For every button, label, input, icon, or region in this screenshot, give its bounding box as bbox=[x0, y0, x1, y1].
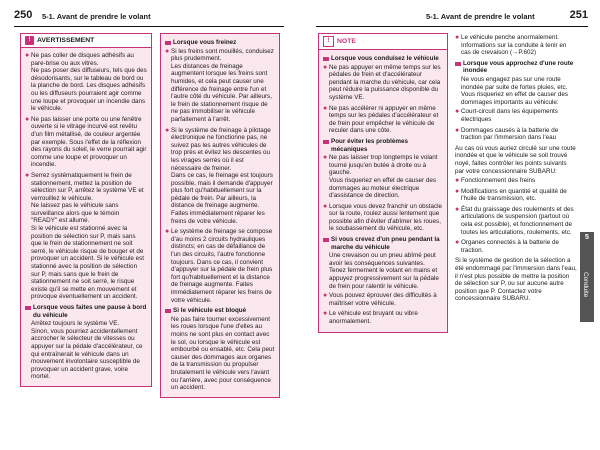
square-bullet-icon bbox=[165, 41, 171, 45]
warning-column bbox=[20, 33, 152, 387]
bullet-icon: ● bbox=[323, 63, 328, 71]
bullet-icon: ● bbox=[455, 205, 460, 213]
bullet-icon: ● bbox=[455, 108, 460, 116]
list-item: ● Ne pas appuyer en même temps sur les pédales de frein et d'accélérateur pendant la marche du véhicule, car cela peut réduire la puissance disponible du système VE. bbox=[323, 63, 441, 101]
chapter-tab[interactable] bbox=[580, 232, 594, 322]
paragraph: Ne pas faire tourner excessivement les roues lorsque l'une d'elles au moins ne sont plus en contact avec le sol, ou lorsque le véhicule est embourbé ou ensablé, etc. Cela peut causer des dommages aux organes de la transmission ou propulser brutalement le véhicule vers l'avant ou l'arrière, avec pour conséquence un accident. bbox=[171, 315, 275, 392]
list-item: ● Serrez systématiquement le frein de stationnement, mettez la position de sélection sur P, arrêtez le système VE et verrouillez le véhicule. Ne laissez pas le véhicule sans surveillance alors que le témoin "READY" est allumé. Si le véhicule est stationné avec la position de sélection sur P, mais sans que le frein de stationnement ne soit serré, le véhicule risque de bouger et de provoquer un accident. Si le véhicule est stationné avec la position de sélection sur P, mais sans que le frein de stationnement ne soit serré, le risque existe qu'il se mette en mouvement et provoque éventuellement un accident. bbox=[25, 171, 145, 301]
list-item: ● Ne pas coller de disques adhésifs au pare-brise ou aux vitres. Ne pas poser des diffuseurs, tels que des désodorisants, sur le tableau de bord ou la planche de bord. Les disques adhésifs ou les diffuseurs pourraient agir comme une loupe et provoquer un incendie dans le véhicule. bbox=[25, 52, 147, 113]
left-page-header bbox=[14, 8, 284, 27]
left-section-title: 5-1. Avant de prendre le volant bbox=[42, 12, 151, 21]
bullet-icon: ● bbox=[165, 47, 170, 55]
right-page-number: 251 bbox=[569, 9, 588, 21]
square-bullet-icon bbox=[323, 57, 329, 61]
bullet-icon: ● bbox=[455, 239, 460, 247]
subheading: Lorsque vous conduisez le véhicule bbox=[323, 55, 443, 63]
square-bullet-icon bbox=[165, 309, 171, 313]
right-section-title: 5-1. Avant de prendre le volant bbox=[426, 12, 535, 21]
list-item: ● Le véhicule penche anormalement. Informations sur la conduite à tenir en cas de crevaison (→P.602) bbox=[455, 34, 567, 57]
bullet-icon: ● bbox=[25, 52, 30, 59]
square-bullet-icon bbox=[25, 306, 31, 310]
list-item: ● Organes connectés à la batterie de traction. bbox=[455, 239, 560, 254]
subheading: Lorsque vous faites une pause à bord du véhicule bbox=[25, 304, 147, 319]
list-item: ● Ne pas accélérer ni appuyer en même temps sur les pédales d'accélérateur et de frein pour empêcher le véhicule de reculer dans une côte. bbox=[323, 104, 439, 135]
list-item: ● Le système de freinage se compose d'au moins 2 circuits hydrauliques distincts; en cas de défaillance de l'un des circuits, l'autre fonctionne toujours. Dans ce cas, il convient d'appuyer sur la pédale de frein plus fort qu'habituellement et la distance de freinage augmente. Faites immédiatement réparer les freins de votre véhicule. bbox=[165, 228, 273, 304]
bullet-icon: ● bbox=[455, 34, 460, 41]
square-bullet-icon bbox=[455, 62, 461, 66]
list-item: ● Fonctionnement des freins bbox=[455, 177, 536, 185]
note-icon: ! bbox=[323, 36, 334, 47]
paragraph: Au cas où vous auriez circulé sur une route inondée et que le véhicule se soit trouvé noyé, faites contrôler les points suivants par votre concessionnaire SUBARU: bbox=[455, 144, 576, 175]
bullet-icon: ● bbox=[323, 292, 328, 300]
bullet-icon: ● bbox=[323, 154, 328, 162]
warning-icon: ! bbox=[25, 36, 34, 45]
bullet-icon: ● bbox=[165, 126, 170, 134]
chapter-number: 5 bbox=[585, 234, 589, 241]
list-item: ● Dommages causés à la batterie de traction par l'immersion dans l'eau bbox=[455, 126, 559, 142]
paragraph: Ne vous engagez pas sur une route inondée par suite de fortes pluies, etc. Vous risqueriez en effet de causer des dommages importants au véhicule: bbox=[461, 75, 568, 106]
bullet-icon: ● bbox=[165, 228, 170, 236]
bullet-icon: ● bbox=[25, 171, 30, 179]
note-continued-column bbox=[455, 33, 577, 305]
subheading: Lorsque vous freinez bbox=[165, 39, 275, 47]
bullet-icon: ● bbox=[455, 187, 460, 195]
list-item: ● Vous pouvez éprouver des difficultés à maîtriser votre véhicule. bbox=[323, 292, 437, 307]
subheading: Lorsque vous approchez d'une route inondée bbox=[455, 60, 577, 75]
bullet-icon: ● bbox=[25, 115, 30, 123]
note-box bbox=[318, 33, 448, 333]
list-item: ● Modifications en quantité et qualité de l'huile de transmission, etc. bbox=[455, 187, 567, 203]
left-page-number: 250 bbox=[14, 9, 33, 21]
list-item: ● Le véhicule est bruyant ou vibre anormalement. bbox=[323, 310, 418, 325]
warning-title: AVERTISSEMENT bbox=[37, 36, 95, 44]
paragraph: Arrêtez toujours le système VE. Sinon, vous pourriez accidentellement accrocher le sélecteur de vitesses ou appuyer sur la pédale d'accélérateur, ce qui entraînerait le véhicule dans un mouvement involontaire susceptible de provoquer un accident grave, voire mortel. bbox=[31, 320, 143, 381]
bullet-icon: ● bbox=[323, 202, 328, 210]
list-item: ● Ne pas laisser une porte ou une fenêtre ouverte si le vitrage incurvé est revêtu d'un film métallisé, de couleur argentée par exemple. Sous l'effet de la réflexion des rayons du soleil, le verre pourrait agir comme une loupe et provoquer un incendie. bbox=[25, 115, 147, 169]
right-page-header bbox=[316, 8, 588, 27]
subheading: Si vous crevez d'un pneu pendant la marche du véhicule bbox=[323, 236, 443, 251]
warning-box-continued bbox=[160, 33, 280, 398]
warning-header bbox=[21, 34, 151, 48]
bullet-icon: ● bbox=[455, 126, 460, 134]
paragraph: Une crevaison ou un pneu abîmé peut avoir les conséquences suivantes. Tenez fermement le volant en mains et appuyez progressivement sur la pédale de frein pour ralentir le véhicule. bbox=[329, 252, 439, 290]
paragraph: Si le système de gestion de la sélection a été endommagé par l'immersion dans l'eau, il n'est plus possible de mettre la position de sélection sur P, ou sur aucune autre position que P. Contactez votre concessionnaire SUBARU. bbox=[455, 257, 577, 303]
subheading: Pour éviter les problèmes mécaniques bbox=[323, 138, 443, 153]
list-item: ● Lorsque vous devez franchir un obstacle sur la route, roulez aussi lentement que possible afin d'éviter d'abîmer les roues, le soubassement du véhicule, etc. bbox=[323, 202, 443, 233]
list-item: ● Si les freins sont mouillés, conduisez plus prudemment. Les distances de freinage augmentent lorsque les freins sont humides, et cela peut causer une différence de freinage entre l'un et l'autre côté du véhicule. Par ailleurs, le frein de stationnement risque de ne pas immobiliser le véhicule parfaitement à l'arrêt. bbox=[165, 47, 274, 123]
note-column bbox=[318, 33, 448, 333]
bullet-icon: ● bbox=[323, 310, 328, 318]
list-item: ● Court-circuit dans les équipements électriques bbox=[455, 108, 558, 123]
list-item: ● Si le système de freinage à pilotage électronique ne fonctionne pas, ne suivez pas les autres véhicules de trop près et évitez les descentes ou les virages serrés où il est nécessaire de freiner. Dans ce cas, le freinage est toujours possible, mais il demande d'appuyer plus fort qu'habituellement sur la pédale de frein. Par ailleurs, la distance de freinage augmente. Faites immédiatement réparer les freins de votre véhicule. bbox=[165, 126, 273, 225]
warning-continued-column bbox=[160, 33, 280, 398]
bullet-icon: ● bbox=[455, 177, 460, 185]
bullet-icon: ● bbox=[323, 104, 328, 112]
square-bullet-icon bbox=[323, 238, 329, 242]
list-item: ● État du graissage des roulements et des articulations de suspension (partout où cela est possible), et fonctionnement de toutes les articulations, roulements, etc. bbox=[455, 205, 574, 236]
list-item: ● Ne pas laisser trop longtemps le volant tourné jusqu'en butée à droite ou à gauche. Vous risqueriez en effet de causer des dommages au moteur électrique d'assistance de direction. bbox=[323, 154, 438, 200]
chapter-label: Conduite bbox=[582, 272, 589, 298]
subheading: Si le véhicule est bloqué bbox=[165, 307, 275, 315]
warning-box bbox=[20, 33, 152, 387]
note-header bbox=[319, 34, 447, 50]
square-bullet-icon bbox=[323, 140, 329, 144]
note-title: NOTE bbox=[337, 37, 356, 45]
